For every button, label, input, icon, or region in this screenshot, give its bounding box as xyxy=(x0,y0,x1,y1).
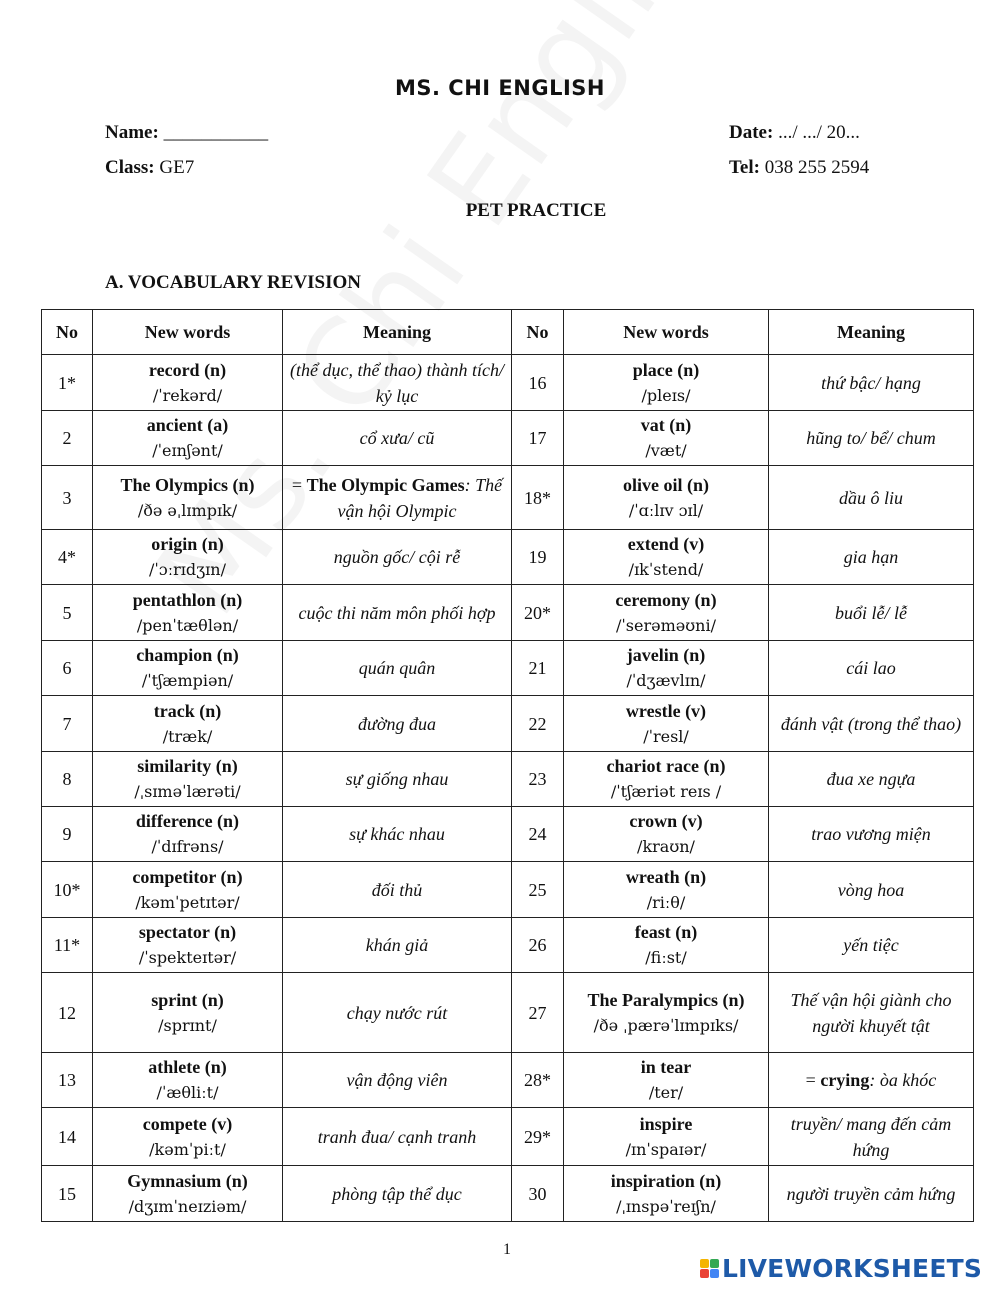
entry-number: 15 xyxy=(42,1166,93,1222)
table-row xyxy=(42,1166,974,1222)
entry-meaning: cái lao xyxy=(769,641,974,696)
meaning-translation: : òa khóc xyxy=(869,1070,937,1090)
entry-meaning: phòng tập thể dục xyxy=(283,1166,512,1222)
entry-meaning: thứ bậc/ hạng xyxy=(769,355,974,411)
class-line xyxy=(105,157,194,179)
entry-number: 10* xyxy=(42,862,93,918)
entry-word: chariot race (n) xyxy=(606,756,726,776)
entry-word-cell xyxy=(93,973,283,1053)
entry-number: 11* xyxy=(42,918,93,973)
section-title: A. VOCABULARY REVISION xyxy=(105,272,362,293)
entry-number: 29* xyxy=(512,1108,564,1166)
entry-pronunciation: /ˈresl/ xyxy=(643,726,689,746)
entry-meaning: dầu ô liu xyxy=(769,466,974,530)
entry-word-cell xyxy=(564,1108,769,1166)
entry-word: track (n) xyxy=(153,700,222,721)
entry-word-cell xyxy=(93,807,283,862)
entry-number: 17 xyxy=(512,411,564,466)
entry-number: 23 xyxy=(512,752,564,807)
entry-word-cell xyxy=(93,752,283,807)
entry-word: sprint (n) xyxy=(151,989,224,1010)
entry-number: 5 xyxy=(42,585,93,641)
entry-number: 13 xyxy=(42,1053,93,1108)
entry-pronunciation: /ɪkˈstend/ xyxy=(628,560,704,579)
entry-meaning: tranh đua/ cạnh tranh xyxy=(283,1108,512,1166)
table-row xyxy=(42,752,974,807)
entry-word-cell xyxy=(93,862,283,918)
header-no: No xyxy=(512,310,564,355)
entry-word: The Paralympics (n) xyxy=(587,989,745,1010)
entry-word: similarity (n) xyxy=(137,756,238,776)
date-value: .../ .../ 20... xyxy=(778,122,860,143)
entry-pronunciation: /ˈɔːrɪdʒɪn/ xyxy=(149,560,226,579)
entry-word: wrestle (v) xyxy=(625,700,707,721)
entry-word: record (n) xyxy=(148,359,227,380)
entry-pronunciation: /kəmˈpiːt/ xyxy=(149,1139,226,1159)
table-row xyxy=(42,1108,974,1166)
entry-word-cell xyxy=(93,411,283,466)
meaning-synonym: The Olympic Games xyxy=(306,474,465,495)
entry-meaning: quán quân xyxy=(283,641,512,696)
meaning-translation: : Thế vận hội Olympic xyxy=(337,474,503,521)
entry-pronunciation: /træk/ xyxy=(162,726,213,746)
entry-pronunciation: /fiːst/ xyxy=(645,948,687,967)
entry-meaning: sự giống nhau xyxy=(283,752,512,807)
class-label: Class: xyxy=(105,157,155,178)
table-row xyxy=(42,411,974,466)
entry-number: 1* xyxy=(42,355,93,411)
entry-word: The Olympics (n) xyxy=(120,474,255,495)
entry-word: feast (n) xyxy=(634,922,698,942)
entry-meaning: người truyền cảm hứng xyxy=(769,1166,974,1222)
page-number: 1 xyxy=(503,1241,511,1258)
tel-value: 038 255 2594 xyxy=(764,157,870,178)
entry-meaning: khán giả xyxy=(283,918,512,973)
entry-word: competitor (n) xyxy=(132,866,243,887)
entry-word: vat (n) xyxy=(640,415,692,435)
tel-label: Tel: xyxy=(729,157,760,178)
entry-word: ancient (a) xyxy=(146,415,229,435)
entry-word-cell xyxy=(93,1166,283,1222)
entry-word: origin (n) xyxy=(151,534,224,554)
brand-text: LIVEWORKSHEETS xyxy=(722,1254,983,1283)
entry-word: in tear xyxy=(640,1057,692,1077)
entry-pronunciation: /ˈdʒævlɪn/ xyxy=(626,671,706,690)
entry-number: 24 xyxy=(512,807,564,862)
table-row xyxy=(42,807,974,862)
entry-pronunciation: /penˈtæθlən/ xyxy=(136,615,239,635)
entry-meaning xyxy=(769,1053,974,1108)
entry-pronunciation: /ˈdɪfrəns/ xyxy=(151,837,224,856)
entry-meaning: đánh vật (trong thể thao) xyxy=(769,696,974,752)
entry-word-cell xyxy=(564,1053,769,1108)
entry-number: 12 xyxy=(42,973,93,1053)
entry-number: 2 xyxy=(42,411,93,466)
entry-number: 7 xyxy=(42,696,93,752)
entry-word-cell xyxy=(564,1166,769,1222)
entry-pronunciation: /ˌsɪməˈlærəti/ xyxy=(134,782,241,801)
entry-pronunciation: /ˈtʃæmpiən/ xyxy=(141,671,234,690)
table-row xyxy=(42,1053,974,1108)
entry-word-cell xyxy=(564,466,769,530)
entry-meaning: vận động viên xyxy=(283,1053,512,1108)
header-meaning: Meaning xyxy=(769,310,974,355)
entry-number: 6 xyxy=(42,641,93,696)
entry-word-cell xyxy=(564,585,769,641)
table-row xyxy=(42,530,974,585)
entry-meaning: sự khác nhau xyxy=(283,807,512,862)
table-row xyxy=(42,862,974,918)
entry-meaning: Thế vận hội giành cho người khuyết tật xyxy=(769,973,974,1053)
entry-word-cell xyxy=(564,641,769,696)
entry-pronunciation: /sprɪnt/ xyxy=(158,1015,217,1035)
entry-number: 22 xyxy=(512,696,564,752)
meaning-synonym: crying xyxy=(820,1070,870,1090)
entry-number: 19 xyxy=(512,530,564,585)
subtitle: PET PRACTICE xyxy=(465,200,607,221)
entry-word: compete (v) xyxy=(142,1113,233,1134)
entry-word: difference (n) xyxy=(135,811,240,831)
entry-word-cell xyxy=(93,696,283,752)
table-header-row xyxy=(42,310,974,355)
entry-meaning: vòng hoa xyxy=(769,862,974,918)
entry-number: 26 xyxy=(512,918,564,973)
entry-number: 28* xyxy=(512,1053,564,1108)
entry-number: 27 xyxy=(512,973,564,1053)
entry-pronunciation: /ˈtʃæriət reɪs / xyxy=(610,782,722,801)
entry-word: wreath (n) xyxy=(625,866,707,887)
date-label: Date: xyxy=(729,122,774,143)
entry-word-cell xyxy=(93,530,283,585)
entry-word-cell xyxy=(564,355,769,411)
table-row xyxy=(42,918,974,973)
entry-meaning: cuộc thi năm môn phối hợp xyxy=(283,585,512,641)
entry-meaning: nguồn gốc/ cội rễ xyxy=(283,530,512,585)
table-row xyxy=(42,466,974,530)
vocabulary-table xyxy=(41,309,974,1222)
header-meaning: Meaning xyxy=(283,310,512,355)
entry-pronunciation: /ˈɑːlɪv ɔɪl/ xyxy=(628,500,704,520)
entry-meaning: trao vương miện xyxy=(769,807,974,862)
entry-meaning: (thể dục, thể thao) thành tích/ kỷ lục xyxy=(283,355,512,411)
entry-meaning: đường đua xyxy=(283,696,512,752)
entry-meaning: đối thủ xyxy=(283,862,512,918)
entry-word-cell xyxy=(564,918,769,973)
liveworksheets-icon xyxy=(700,1259,719,1278)
entry-word: javelin (n) xyxy=(626,645,706,665)
entry-pronunciation: /ˈæθliːt/ xyxy=(156,1083,219,1102)
class-value: GE7 xyxy=(159,157,195,178)
entry-word-cell xyxy=(564,807,769,862)
entry-word-cell xyxy=(93,1108,283,1166)
entry-pronunciation: /pleɪs/ xyxy=(641,385,691,405)
entry-meaning: chạy nước rút xyxy=(283,973,512,1053)
entry-pronunciation: /dʒɪmˈneɪziəm/ xyxy=(128,1196,247,1216)
entry-pronunciation: /riːθ/ xyxy=(646,892,686,912)
entry-pronunciation: /ˌɪnspəˈreɪʃn/ xyxy=(616,1196,716,1216)
entry-pronunciation: /kraʊn/ xyxy=(637,837,695,856)
table-row xyxy=(42,641,974,696)
header-new-words: New words xyxy=(93,310,283,355)
entry-word-cell xyxy=(564,411,769,466)
entry-word-cell xyxy=(564,696,769,752)
entry-number: 3 xyxy=(42,466,93,530)
entry-word: inspiration (n) xyxy=(610,1170,722,1191)
table-row xyxy=(42,355,974,411)
entry-word: olive oil (n) xyxy=(623,474,709,495)
liveworksheets-logo[interactable] xyxy=(700,1254,982,1283)
entry-word: crown (v) xyxy=(629,811,703,831)
entry-number: 14 xyxy=(42,1108,93,1166)
entry-word-cell xyxy=(93,641,283,696)
entry-number: 30 xyxy=(512,1166,564,1222)
entry-word: inspire xyxy=(639,1113,693,1134)
entry-pronunciation: /væt/ xyxy=(645,441,687,460)
entry-word-cell xyxy=(93,918,283,973)
entry-number: 9 xyxy=(42,807,93,862)
header-no: No xyxy=(42,310,93,355)
entry-word: spectator (n) xyxy=(138,922,237,942)
entry-word-cell xyxy=(564,752,769,807)
tel-line xyxy=(729,157,869,179)
entry-word-cell xyxy=(564,530,769,585)
page-title: MS. CHI ENGLISH xyxy=(395,76,605,100)
entry-word: ceremony (n) xyxy=(615,589,717,610)
entry-meaning: hũng to/ bể/ chum xyxy=(769,411,974,466)
entry-pronunciation: /kəmˈpetɪtər/ xyxy=(135,892,240,912)
entry-word-cell xyxy=(93,585,283,641)
entry-word: extend (v) xyxy=(627,534,705,554)
name-line xyxy=(105,122,268,144)
entry-word-cell xyxy=(564,862,769,918)
entry-number: 25 xyxy=(512,862,564,918)
entry-word: place (n) xyxy=(632,359,700,380)
entry-number: 4* xyxy=(42,530,93,585)
entry-word-cell xyxy=(564,973,769,1053)
meaning-equals: = xyxy=(291,474,307,495)
entry-meaning: cổ xưa/ cũ xyxy=(283,411,512,466)
entry-pronunciation: /ˈserəməʊni/ xyxy=(616,615,716,635)
table-row xyxy=(42,696,974,752)
entry-meaning: buổi lễ/ lễ xyxy=(769,585,974,641)
entry-meaning: gia hạn xyxy=(769,530,974,585)
entry-number: 16 xyxy=(512,355,564,411)
entry-word: pentathlon (n) xyxy=(132,589,243,610)
entry-pronunciation: /ˈspekteɪtər/ xyxy=(138,948,237,967)
entry-pronunciation: /ˈeɪnʃənt/ xyxy=(152,441,223,460)
date-line xyxy=(729,122,860,144)
entry-word: athlete (n) xyxy=(148,1057,227,1077)
entry-word-cell xyxy=(93,466,283,530)
entry-word-cell xyxy=(93,1053,283,1108)
entry-pronunciation: /ðə ˌpærəˈlɪmpɪks/ xyxy=(593,1015,739,1035)
entry-meaning: yến tiệc xyxy=(769,918,974,973)
entry-pronunciation: /ˈrekərd/ xyxy=(152,385,223,405)
entry-meaning: đua xe ngựa xyxy=(769,752,974,807)
entry-pronunciation: /ðə əˌlɪmpɪk/ xyxy=(137,500,238,520)
entry-pronunciation: /ter/ xyxy=(648,1083,684,1102)
entry-number: 20* xyxy=(512,585,564,641)
entry-meaning: truyền/ mang đến cảm hứng xyxy=(769,1108,974,1166)
entry-number: 21 xyxy=(512,641,564,696)
entry-word-cell xyxy=(93,355,283,411)
entry-word: champion (n) xyxy=(136,645,239,665)
meaning-equals: = xyxy=(805,1070,821,1090)
name-label: Name: xyxy=(105,122,159,143)
entry-pronunciation: /ɪnˈspaɪər/ xyxy=(625,1139,707,1159)
entry-number: 8 xyxy=(42,752,93,807)
entry-word: Gymnasium (n) xyxy=(127,1170,248,1191)
header-new-words: New words xyxy=(564,310,769,355)
table-row xyxy=(42,973,974,1053)
entry-number: 18* xyxy=(512,466,564,530)
name-value: ___________ xyxy=(163,122,269,143)
table-row xyxy=(42,585,974,641)
entry-meaning xyxy=(283,466,512,530)
